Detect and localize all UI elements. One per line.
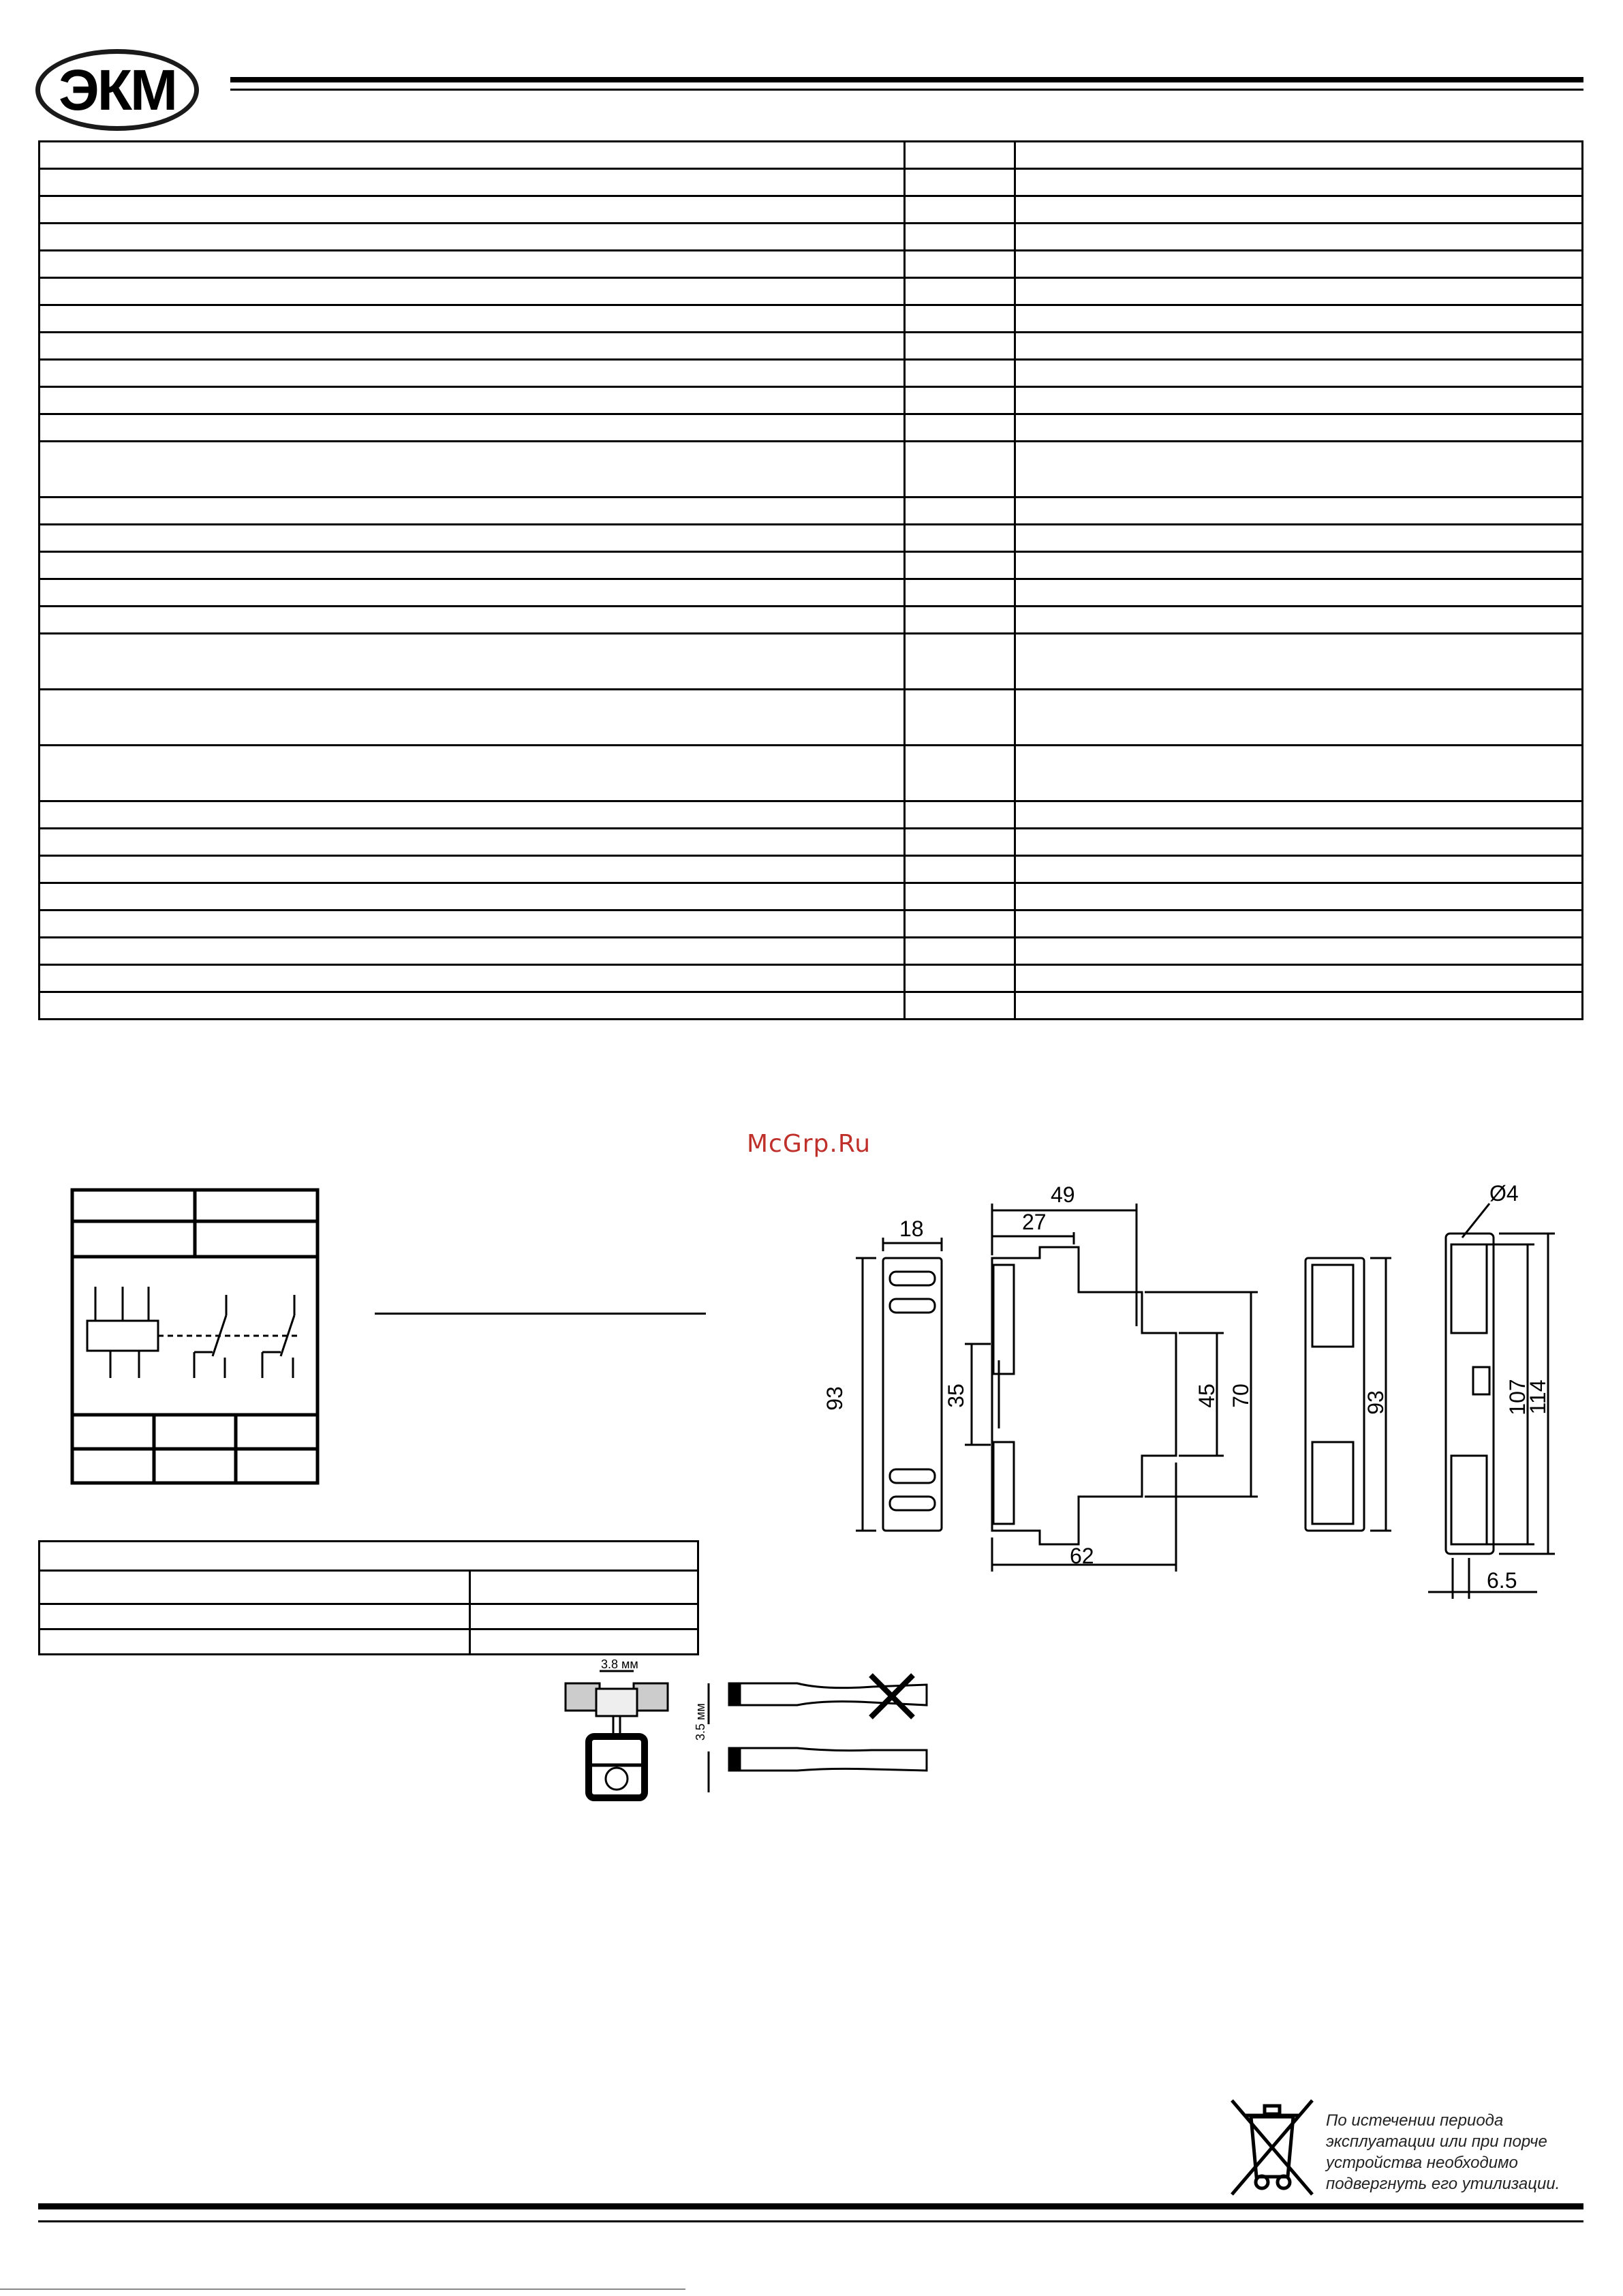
table-row (40, 387, 1583, 414)
dim-side-rail: 35 (944, 1383, 968, 1408)
table-row (40, 965, 1583, 992)
brand-logo (35, 49, 199, 131)
dim-mount-outer: 114 (1526, 1379, 1550, 1415)
disposal-note-line: эксплуатации или при порче (1326, 2132, 1547, 2151)
table-row (40, 442, 1583, 498)
dimension-drawings (815, 1169, 1598, 1606)
table-row (40, 801, 1583, 829)
table-row (40, 579, 1583, 607)
table-row (40, 169, 1583, 196)
dim-back-height: 93 (1363, 1390, 1388, 1415)
table-row (40, 333, 1583, 360)
logo-text: ЭКМ (58, 57, 176, 122)
contacts-table (38, 1540, 699, 1655)
dim-side-height: 70 (1228, 1383, 1253, 1408)
table-row (40, 224, 1583, 251)
disposal-note-line: По истечении периода (1326, 2111, 1504, 2130)
footer-edge-line (0, 2289, 685, 2290)
header-rule-thick (230, 77, 1583, 82)
table-row (40, 498, 1583, 525)
screw-width-label: 3.8 мм (601, 1657, 638, 1671)
dim-front-height: 93 (822, 1386, 847, 1411)
table-row (40, 142, 1583, 169)
dim-mount-offset: 6.5 (1487, 1568, 1517, 1593)
watermark: McGrp.Ru (747, 1130, 871, 1158)
table-row (40, 992, 1583, 1020)
footer-rule-thin (38, 2220, 1583, 2222)
table-row (40, 1629, 698, 1655)
table-row (40, 251, 1583, 278)
dim-side-upper-width: 27 (1022, 1210, 1047, 1234)
table-row (40, 634, 1583, 690)
table-row (40, 690, 1583, 746)
dim-side-total-width: 49 (1051, 1182, 1075, 1207)
header-rule-thin (230, 89, 1583, 91)
table-row (40, 414, 1583, 442)
table-row (40, 746, 1583, 801)
table-row (40, 910, 1583, 938)
table-row (40, 360, 1583, 387)
table-row (40, 196, 1583, 224)
table-row (40, 1571, 698, 1604)
disposal-note (1326, 2110, 1585, 2194)
dim-side-depth: 62 (1070, 1544, 1094, 1568)
table-row (40, 856, 1583, 883)
table-row (40, 829, 1583, 856)
terminal-screwdriver-diagram (559, 1656, 940, 1806)
table-row (40, 1542, 698, 1571)
table-row (40, 305, 1583, 333)
disposal-note-line: подвергнуть его утилизации. (1326, 2175, 1560, 2193)
table-row (40, 525, 1583, 552)
dim-side-mid: 45 (1194, 1383, 1219, 1408)
dim-mount-hole: Ø4 (1489, 1181, 1519, 1206)
table-row (40, 607, 1583, 634)
spec-table (38, 140, 1583, 1020)
table-row (40, 938, 1583, 965)
footer-rule-thick (38, 2203, 1583, 2209)
dim-mount-inner: 107 (1505, 1379, 1530, 1415)
table-row (40, 552, 1583, 579)
wiring-diagram (68, 1186, 327, 1489)
table-row (40, 1604, 698, 1629)
weee-bin-icon (1225, 2096, 1320, 2199)
disposal-note-line: устройства необходимо (1326, 2154, 1518, 2172)
dim-front-width: 18 (899, 1216, 924, 1241)
screw-depth-label: 3.5 мм (694, 1703, 707, 1741)
table-row (40, 883, 1583, 910)
table-row (40, 278, 1583, 305)
signature-line (375, 1313, 706, 1315)
